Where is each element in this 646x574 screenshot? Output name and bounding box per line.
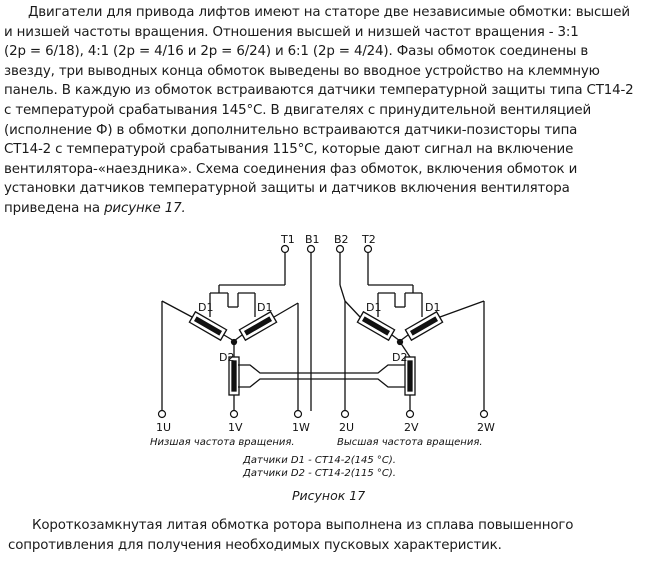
text-line: (исполнение Ф) в обмотки дополнительно встраиваются датчики-позисторы типа xyxy=(4,122,578,138)
terminal-label-2U: 2U xyxy=(339,421,355,434)
high-speed-label: Высшая частота вращения. xyxy=(337,437,483,448)
terminal-label-B2: B2 xyxy=(334,233,349,246)
sensor-legend-d2: Датчики D2 - СТ14-2(115 °С). xyxy=(243,468,396,479)
text-line-prefix: приведена на xyxy=(4,200,105,216)
terminal-label-1V: 1V xyxy=(228,421,243,434)
text-line-last xyxy=(4,199,644,219)
text-line: с температурой срабатывания 145°С. В двигателях с принудительной вентиляцией xyxy=(4,102,592,118)
terminal-label-2W: 2W xyxy=(477,421,495,434)
sensor-label-d1: D1 xyxy=(257,301,273,314)
terminal-label-T1: T1 xyxy=(281,233,295,246)
text-line: СТ14-2 с температурой срабатывания 115°С, которые дают сигнал на включение xyxy=(4,142,574,158)
text-line: установки датчиков температурной защиты и датчиков включения вентилятора xyxy=(4,181,570,197)
sensor-label-d1: D1 xyxy=(425,301,441,314)
sensor-label-d1: D1 xyxy=(198,301,214,314)
text-line: Двигатели для привода лифтов имеют на статоре две независимые обмотки: высшей xyxy=(28,5,630,20)
closing-paragraph xyxy=(8,516,638,555)
sensor-label-d2: D2 xyxy=(392,351,408,364)
sensor-label-d2: D2 xyxy=(219,351,235,364)
terminal-label-1W: 1W xyxy=(292,421,310,434)
text-line: панель. В каждую из обмоток встраиваются датчики температурной защиты типа СТ14-2 xyxy=(4,83,634,99)
sensor-label-d1: D1 xyxy=(366,301,382,314)
sensor-legend-d1: Датчики D1 - СТ14-2(145 °С). xyxy=(243,455,396,466)
text-line: вентилятора-«наездника». Схема соединения фаз обмоток, включения обмоток и xyxy=(4,161,578,177)
text-line: Короткозамкнутая литая обмотка ротора выполнена из сплава повышенного xyxy=(32,518,574,533)
low-speed-label: Низшая частота вращения. xyxy=(150,437,295,448)
intro-paragraph xyxy=(4,3,644,219)
text-line: (2р = 6/18), 4:1 (2р = 4/16 и 2р = 6/24) и 6:1 (2р = 4/24). Фазы обмоток соединены в xyxy=(4,44,589,60)
wiring-diagram xyxy=(0,225,646,485)
figure-caption: Рисунок 17 xyxy=(292,488,366,503)
terminal-label-B1: B1 xyxy=(305,233,320,246)
text-line: звезду, три выводных конца обмоток выведены во вводное устройство на клеммную xyxy=(4,63,600,79)
figure-reference: рисунке 17. xyxy=(104,200,186,216)
terminal-label-2V: 2V xyxy=(404,421,419,434)
terminal-label-1U: 1U xyxy=(156,421,172,434)
terminal-label-T2: T2 xyxy=(362,233,376,246)
text-line: и низшей частоты вращения. Отношения высшей и низшей частот вращения - 3:1 xyxy=(4,24,579,40)
text-line: сопротивления для получения необходимых пусковых характеристик. xyxy=(8,537,502,553)
